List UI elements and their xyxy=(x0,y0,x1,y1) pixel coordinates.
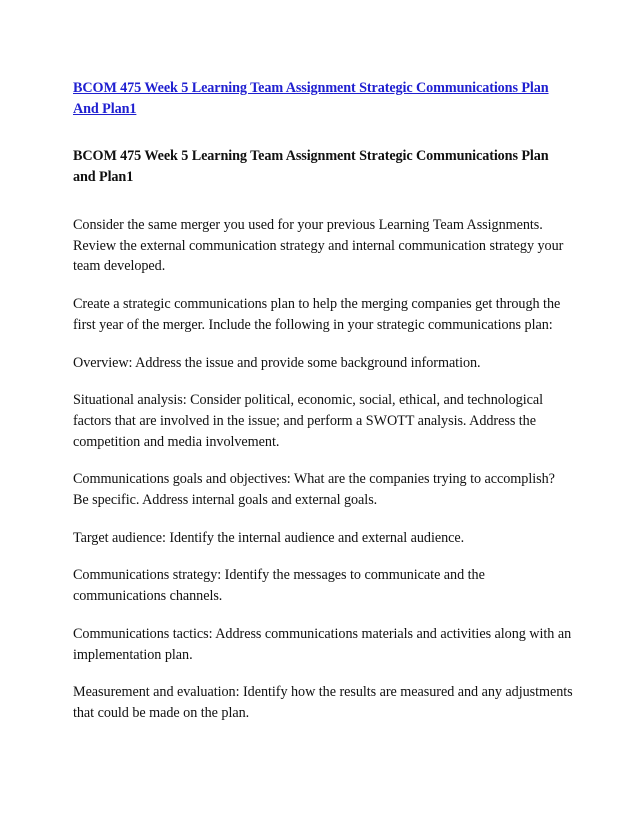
document-body xyxy=(73,215,573,741)
document-title-link[interactable]: BCOM 475 Week 5 Learning Team Assignment Strategic Communications Plan And Plan1 xyxy=(73,80,549,117)
paragraph-communications-strategy: Communications strategy: Identify the messages to communicate and the communications channels. xyxy=(73,567,485,605)
paragraph-task: Create a strategic communications plan to help the merging companies get through the first year of the merger. Include the following in your strategic communications plan: xyxy=(73,296,561,333)
paragraph-situational-analysis: Situational analysis: Consider political, economic, social, ethical, and technological factors that are involved in the issue; and perform a SWOTT analysis. Address the competition and media involvement. xyxy=(73,392,544,450)
paragraph-measurement-evaluation: Measurement and evaluation: Identify how the results are measured and any adjustments that could be made on the plan. xyxy=(73,684,573,721)
paragraph-overview: Overview: Address the issue and provide some background information. xyxy=(73,354,481,371)
paragraph-communications-tactics: Communications tactics: Address communications materials and activities along with an implementation plan. xyxy=(73,625,572,663)
paragraph-intro: Consider the same merger you used for your previous Learning Team Assignments. Review the external communication strategy and internal communication strategy your team developed. xyxy=(73,217,564,275)
document-page xyxy=(73,78,573,721)
document-heading: BCOM 475 Week 5 Learning Team Assignment Strategic Communications Plan and Plan1 xyxy=(73,148,549,185)
paragraph-target-audience: Target audience: Identify the internal audience and external audience. xyxy=(73,529,465,546)
paragraph-goals-objectives: Communications goals and objectives: What are the companies trying to accomplish? Be specific. Address internal goals and external goals. xyxy=(73,471,555,509)
